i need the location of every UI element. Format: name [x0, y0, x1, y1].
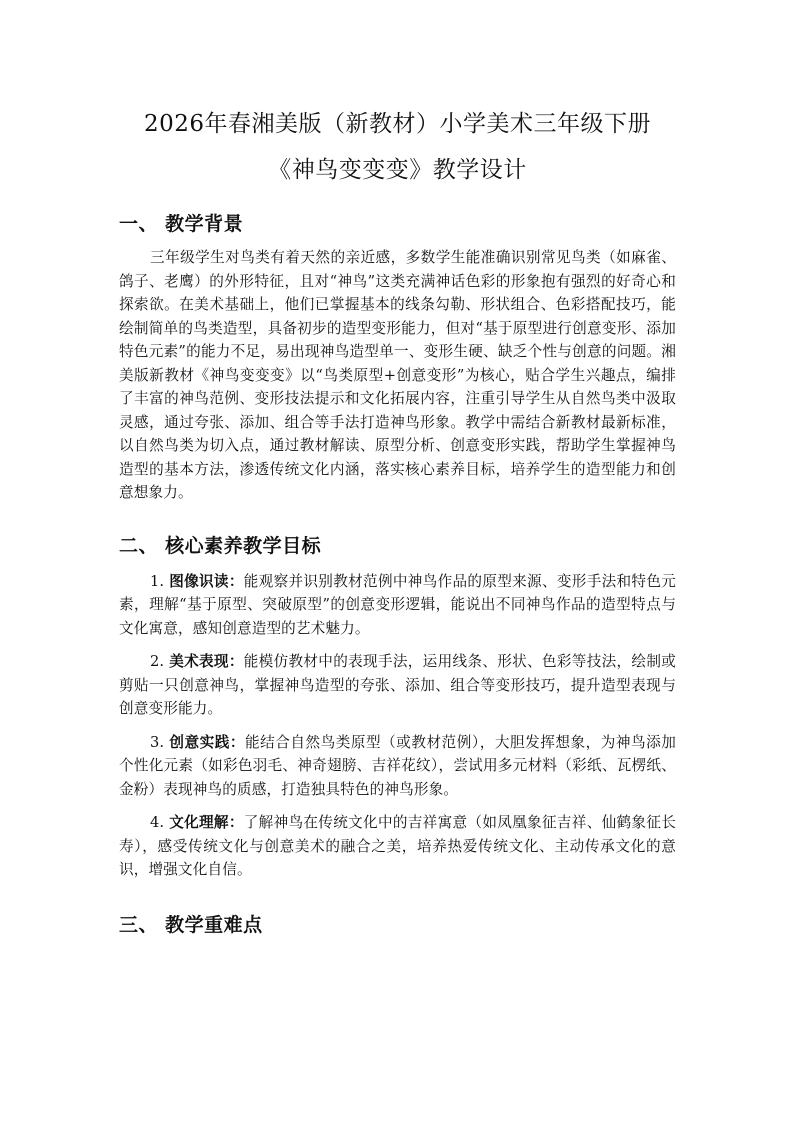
goal-label: 图像识读： — [169, 572, 244, 590]
goal-number: 2. — [150, 653, 170, 670]
goal-number: 1. — [150, 572, 170, 590]
background-paragraph: 三年级学生对鸟类有着天然的亲近感，多数学生能准确识别常见鸟类（如麻雀、鸽子、老鹰）的外形特征，且对“神鸟”这类充满神话色彩的形象抱有强烈的好奇心和探索欲。在美术基础上，他们已掌握基本的线条勾勒、形状组合、色彩搭配技巧，能绘制简单的鸟类造型，具备初步的造型变形能力，但对“基于原型进行创意变形、添加特色元素”的能力不足，易出现神鸟造型单一、变形生硬、缺乏个性与创意的问题。湘美版新教材《神鸟变变变》以“鸟类原型+创意变形”为核心，贴合学生兴趣点，编排了丰富的神鸟范例、变形技法提示和文化拓展内容，注重引导学生从自然鸟类中汲取灵感，通过夸张、添加、组合等手法打造神鸟形象。教学中需结合新教材最新标准，以自然鸟类为切入点，通过教材解读、原型分析、创意变形实践，帮助学生掌握神鸟造型的基本方法，渗透传统文化内涵，落实核心素养目标，培养学生的造型能力和创意想象力。 — [119, 249, 676, 501]
goal-item-image-reading — [119, 570, 676, 641]
section-heading-difficulties: 三、 教学重难点 — [119, 913, 263, 936]
goal-label: 创意实践： — [169, 733, 246, 751]
goal-label: 美术表现： — [169, 653, 244, 670]
goal-item-cultural-understanding — [119, 811, 676, 882]
goal-item-art-expression — [119, 650, 676, 721]
document-title-line-1: 2026年春湘美版（新教材）小学美术三年级下册 — [143, 111, 652, 137]
goal-text: 能模仿教材中的表现手法，运用线条、形状、色彩等技法，绘制或剪贴一只创意神鸟，掌握神鸟造型的夸张、添加、组合等变形技巧，提升造型表现与创意变形能力。 — [119, 653, 676, 717]
goal-label: 文化理解： — [169, 814, 244, 831]
goal-number: 3. — [150, 733, 170, 751]
document-title-line-2: 《神鸟变变变》教学设计 — [268, 157, 527, 183]
goal-item-creative-practice — [119, 731, 676, 802]
goal-text: 了解神鸟在传统文化中的吉祥寓意（如凤凰象征吉祥、仙鹤象征长寿），感受传统文化与创意美术的融合之美，培养热爱传统文化、主动传承文化的意识，增强文化自信。 — [119, 814, 676, 878]
goal-text: 能观察并识别教材范例中神鸟作品的原型来源、变形手法和特色元素，理解“基于原型、突破原型”的创意变形逻辑，能说出不同神鸟作品的造型特点与文化寓意，感知创意造型的艺术魅力。 — [119, 572, 676, 637]
section-heading-background: 一、 教学背景 — [119, 213, 244, 235]
goal-text: 能结合自然鸟类原型（或教材范例），大胆发挥想象，为神鸟添加个性化元素（如彩色羽毛、神奇翅膀、吉祥花纹），尝试用多元材料（彩纸、瓦楞纸、金粉）表现神鸟的质感，打造独具特色的神鸟形象。 — [119, 733, 676, 798]
goal-number: 4. — [150, 814, 170, 831]
section-heading-goals: 二、 核心素养教学目标 — [119, 534, 322, 557]
